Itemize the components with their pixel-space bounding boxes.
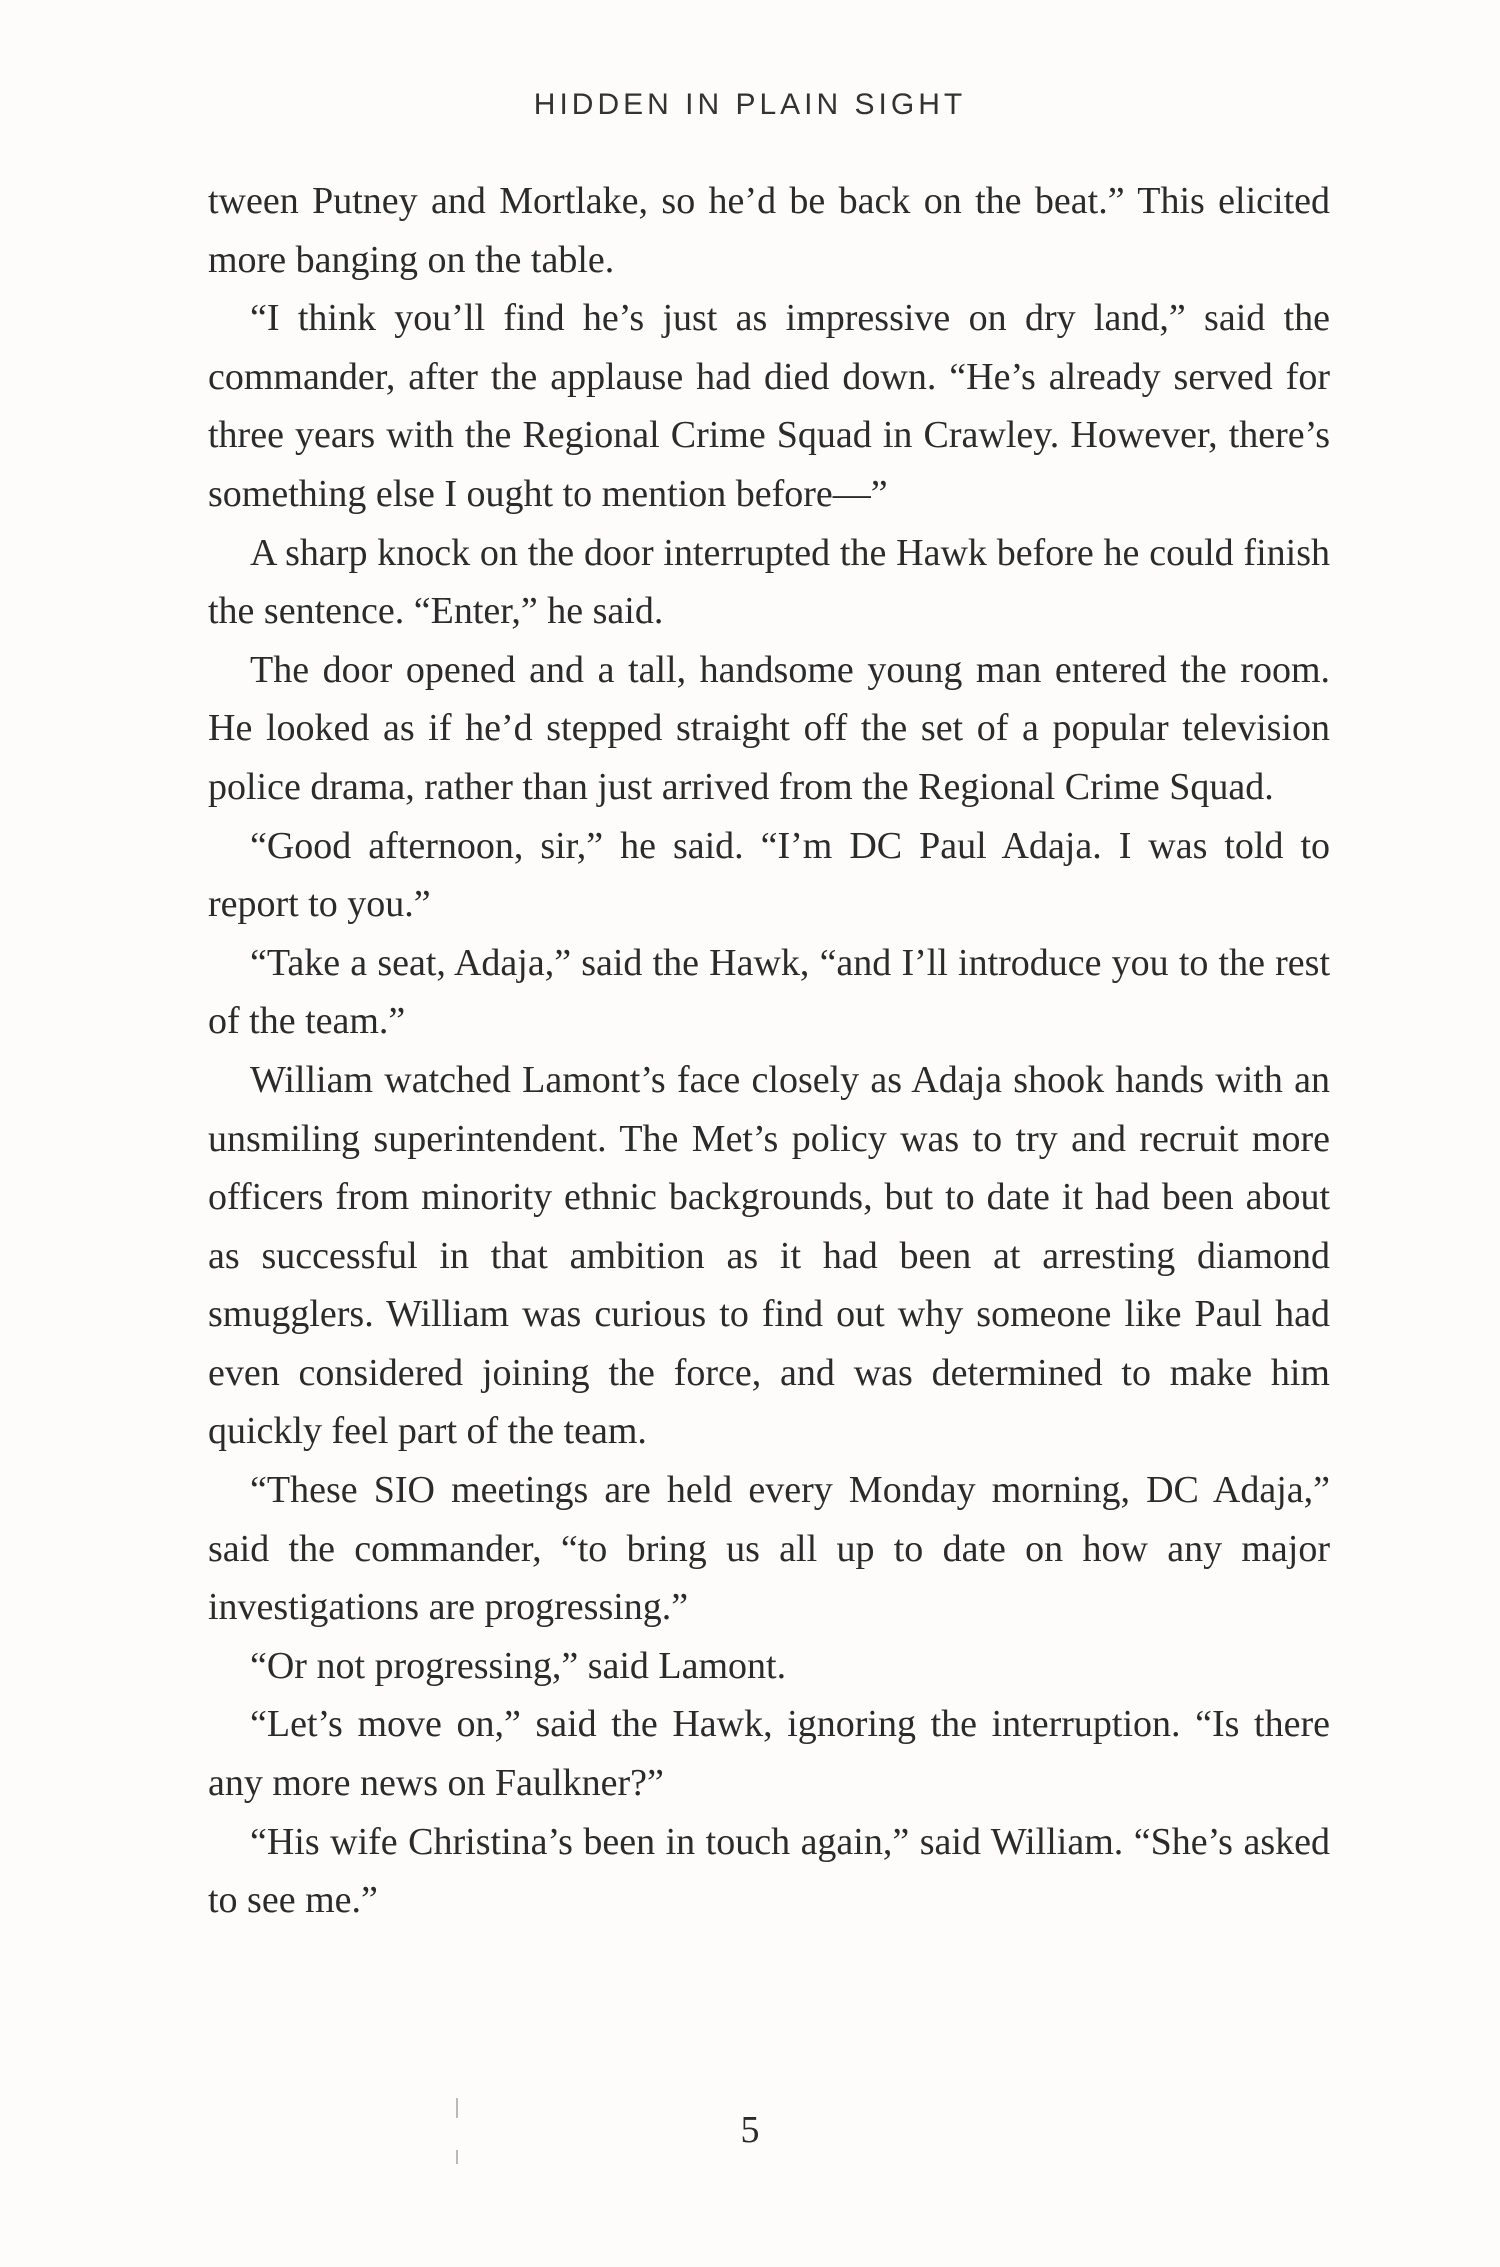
paragraph-2: “I think you’ll find he’s just as impressive on dry land,” said the commander, after the applause had died down. “He’s already served for three years with the Regional Crime Squad in Crawley. However, there’s something else I ought to mention before—” <box>208 297 1330 515</box>
paragraph-7: William watched Lamont’s face closely as Adaja shook hands with an unsmiling superintendent. The Met’s policy was to try and recruit more officers from minority ethnic backgrounds, but to date it had been about as successful in that ambition as it had been at arresting diamond smugglers. William was curious to find out why someone like Paul had even considered joining the force, and was determined to make him quickly feel part of the team. <box>208 1058 1330 1453</box>
paragraph-4: The door opened and a tall, handsome young man entered the room. He looked as if he’d stepped straight off the set of a popular television police drama, rather than just arrived from the Regional Crime Squad. <box>208 648 1330 808</box>
paragraph-5: “Good afternoon, sir,” he said. “I’m DC Paul Adaja. I was told to report to you.” <box>208 824 1330 926</box>
body-text <box>208 172 1330 1930</box>
paragraph-9: “Or not progressing,” said Lamont. <box>250 1644 787 1687</box>
paragraph-6: “Take a seat, Adaja,” said the Hawk, “and I’ll introduce you to the rest of the team.” <box>208 941 1330 1043</box>
scan-mark <box>456 2150 458 2164</box>
paragraph-1: tween Putney and Mortlake, so he’d be back on the beat.” This elicited more banging on the table. <box>208 180 1330 281</box>
paragraph-8: “These SIO meetings are held every Monday morning, DC Adaja,” said the commander, “to bring us all up to date on how any major investigations are progressing.” <box>208 1469 1330 1629</box>
paragraph-11: “His wife Christina’s been in touch again,” said William. “She’s asked to see me.” <box>208 1820 1330 1922</box>
page-number: 5 <box>740 2109 760 2151</box>
running-head: HIDDEN IN PLAIN SIGHT <box>533 88 967 121</box>
paragraph-3: A sharp knock on the door interrupted the Hawk before he could finish the sentence. “Enter,” he said. <box>208 531 1330 633</box>
paragraph-10: “Let’s move on,” said the Hawk, ignoring the interruption. “Is there any more news on Faulkner?” <box>208 1703 1330 1805</box>
